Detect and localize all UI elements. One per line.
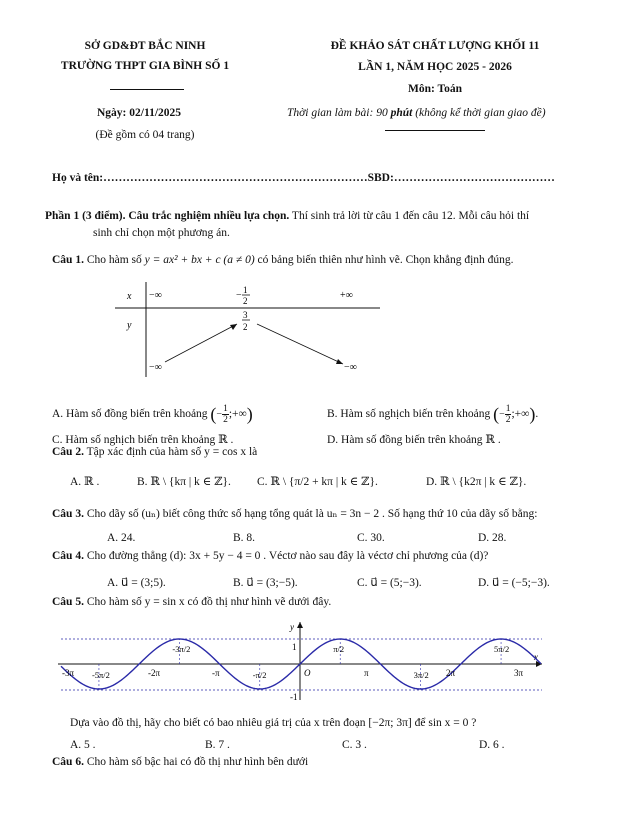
- q2-option-b[interactable]: B. ℝ \ {kπ | k ∈ ℤ}.: [137, 476, 231, 488]
- vt-y-mid-den: 2: [243, 322, 248, 332]
- sine-axis-x-label: x: [534, 652, 538, 662]
- q5-option-c[interactable]: C. 3 .: [342, 739, 367, 751]
- question-5-prompt: Dựa vào đồ thị, hãy cho biết có bao nhiêu giá trị của x trên đoạn [−2π; 3π] để sin x = 0 ?: [70, 717, 477, 729]
- q1-option-b[interactable]: B. Hàm số nghịch biến trên khoảng (− $\frac{1}{2}$ ;+∞).: [327, 404, 539, 425]
- frac-tick-3: π/2: [333, 644, 345, 654]
- question-5-stem: Câu 5. Cho hàm số y = sin x có đồ thị như hình vẽ dưới đây.: [52, 596, 332, 608]
- vt-x-mid-den: 2: [243, 296, 248, 306]
- q2-option-d[interactable]: D. ℝ \ {k2π | k ∈ ℤ}.: [426, 476, 527, 488]
- tick-neg-3pi: -3π: [62, 668, 75, 678]
- header-rule-right: [385, 130, 485, 131]
- q4-option-d[interactable]: D. u⃗ = (−5;−3).: [478, 577, 550, 589]
- tick-pi: π: [364, 668, 369, 678]
- exam-time: Thời gian làm bài: 90 phút (không kể thời gian giao đề): [287, 107, 546, 119]
- q4-option-c[interactable]: C. u⃗ = (5;−3).: [357, 577, 422, 589]
- exam-title: ĐỀ KHẢO SÁT CHẤT LƯỢNG KHỐI 11: [330, 40, 540, 52]
- q1-option-a[interactable]: A. Hàm số đồng biến trên khoảng (− $\frac{1}{2}$ ;+∞): [52, 404, 253, 425]
- tick-y-1: 1: [292, 642, 297, 652]
- question-1-stem: Câu 1. Cho hàm số y = ax² + bx + c (a ≠ 0) có bảng biến thiên như hình vẽ. Chọn khẳng định đúng.: [52, 254, 514, 266]
- tick-neg-pi: -π: [212, 668, 220, 678]
- part1-instruction: sinh chỉ chọn một phương án.: [93, 227, 230, 239]
- q5-option-d[interactable]: D. 6 .: [479, 739, 505, 751]
- vt-x-mid-sign: −: [236, 290, 242, 301]
- tick-2pi: 2π: [446, 668, 456, 678]
- q3-option-c[interactable]: C. 30.: [357, 532, 385, 544]
- sine-axis-y-label: y: [290, 622, 294, 632]
- q5-option-a[interactable]: A. 5 .: [70, 739, 96, 751]
- tick-3pi: 3π: [514, 668, 524, 678]
- frac-tick-4: 3π/2: [413, 670, 429, 680]
- question-6-stem: Câu 6. Cho hàm số bậc hai có đồ thị như hình bên dưới: [52, 756, 309, 768]
- frac-tick-2: -π/2: [252, 670, 267, 680]
- vt-y-mid-num: 3: [243, 310, 248, 320]
- exam-round: LẦN 1, NĂM HỌC 2025 - 2026: [358, 61, 512, 73]
- vt-x-label: x: [127, 291, 132, 302]
- q2-option-c[interactable]: C. ℝ \ {π/2 + kπ | k ∈ ℤ}.: [257, 476, 378, 488]
- frac-tick-5: 5π/2: [494, 644, 510, 654]
- q3-option-a[interactable]: A. 24.: [107, 532, 136, 544]
- q1-option-c[interactable]: C. Hàm số nghịch biến trên khoảng ℝ .: [52, 434, 234, 446]
- question-3-stem: Câu 3. Cho dãy số (uₙ) biết công thức số hạng tổng quát là uₙ = 3n − 2 . Số hạng thứ 10 của dãy số bằng:: [52, 508, 538, 520]
- page-count: (Đề gồm có 04 trang): [95, 129, 195, 141]
- q4-option-b[interactable]: B. u⃗ = (3;−5).: [233, 577, 298, 589]
- question-4-stem: Câu 4. Cho đường thẳng (d): 3x + 5y − 4 = 0 . Véctơ nào sau đây là véctơ chỉ phương của (d)?: [52, 550, 489, 562]
- part1-heading: Phần 1 (3 điểm). Câu trắc nghiệm nhiều lựa chọn. Thí sinh trả lời từ câu 1 đến câu 12. Mỗi câu hỏi thí: [45, 210, 530, 222]
- variation-table: [115, 282, 385, 382]
- frac-tick-1: -3π/2: [172, 644, 191, 654]
- vt-x-mid-num: 1: [243, 285, 248, 295]
- vt-x-right: +∞: [340, 290, 353, 301]
- exam-subject: Môn: Toán: [407, 83, 462, 95]
- vt-y-left: −∞: [149, 362, 162, 373]
- q5-option-b[interactable]: B. 7 .: [205, 739, 230, 751]
- q2-option-a[interactable]: A. ℝ .: [70, 476, 100, 488]
- q3-option-d[interactable]: D. 28.: [478, 532, 507, 544]
- frac-tick-0: -5π/2: [91, 670, 110, 680]
- student-info-line: Họ và tên:……………………………………………………………SBD:……………………………………: [52, 172, 555, 184]
- exam-date: Ngày: 02/11/2025: [97, 107, 182, 119]
- q4-option-a[interactable]: A. u⃗ = (3;5).: [107, 577, 166, 589]
- q1-option-d[interactable]: D. Hàm số đồng biến trên khoảng ℝ .: [327, 434, 501, 446]
- q3-option-b[interactable]: B. 8.: [233, 532, 256, 544]
- header-rule-left: [110, 89, 184, 90]
- vt-y-right: −∞: [344, 362, 357, 373]
- question-2-stem: Câu 2. Tập xác định của hàm số y = cos x là: [52, 446, 258, 458]
- department-name: SỞ GD&ĐT BẮC NINH: [84, 40, 206, 52]
- tick-origin: O: [304, 668, 311, 678]
- vt-x-left: −∞: [149, 290, 162, 301]
- vt-y-label: y: [127, 320, 132, 331]
- school-name: TRƯỜNG THPT GIA BÌNH SỐ 1: [60, 60, 230, 72]
- sine-graph: [58, 620, 548, 702]
- tick-y-neg1: -1: [290, 692, 298, 702]
- tick-neg-2pi: -2π: [148, 668, 161, 678]
